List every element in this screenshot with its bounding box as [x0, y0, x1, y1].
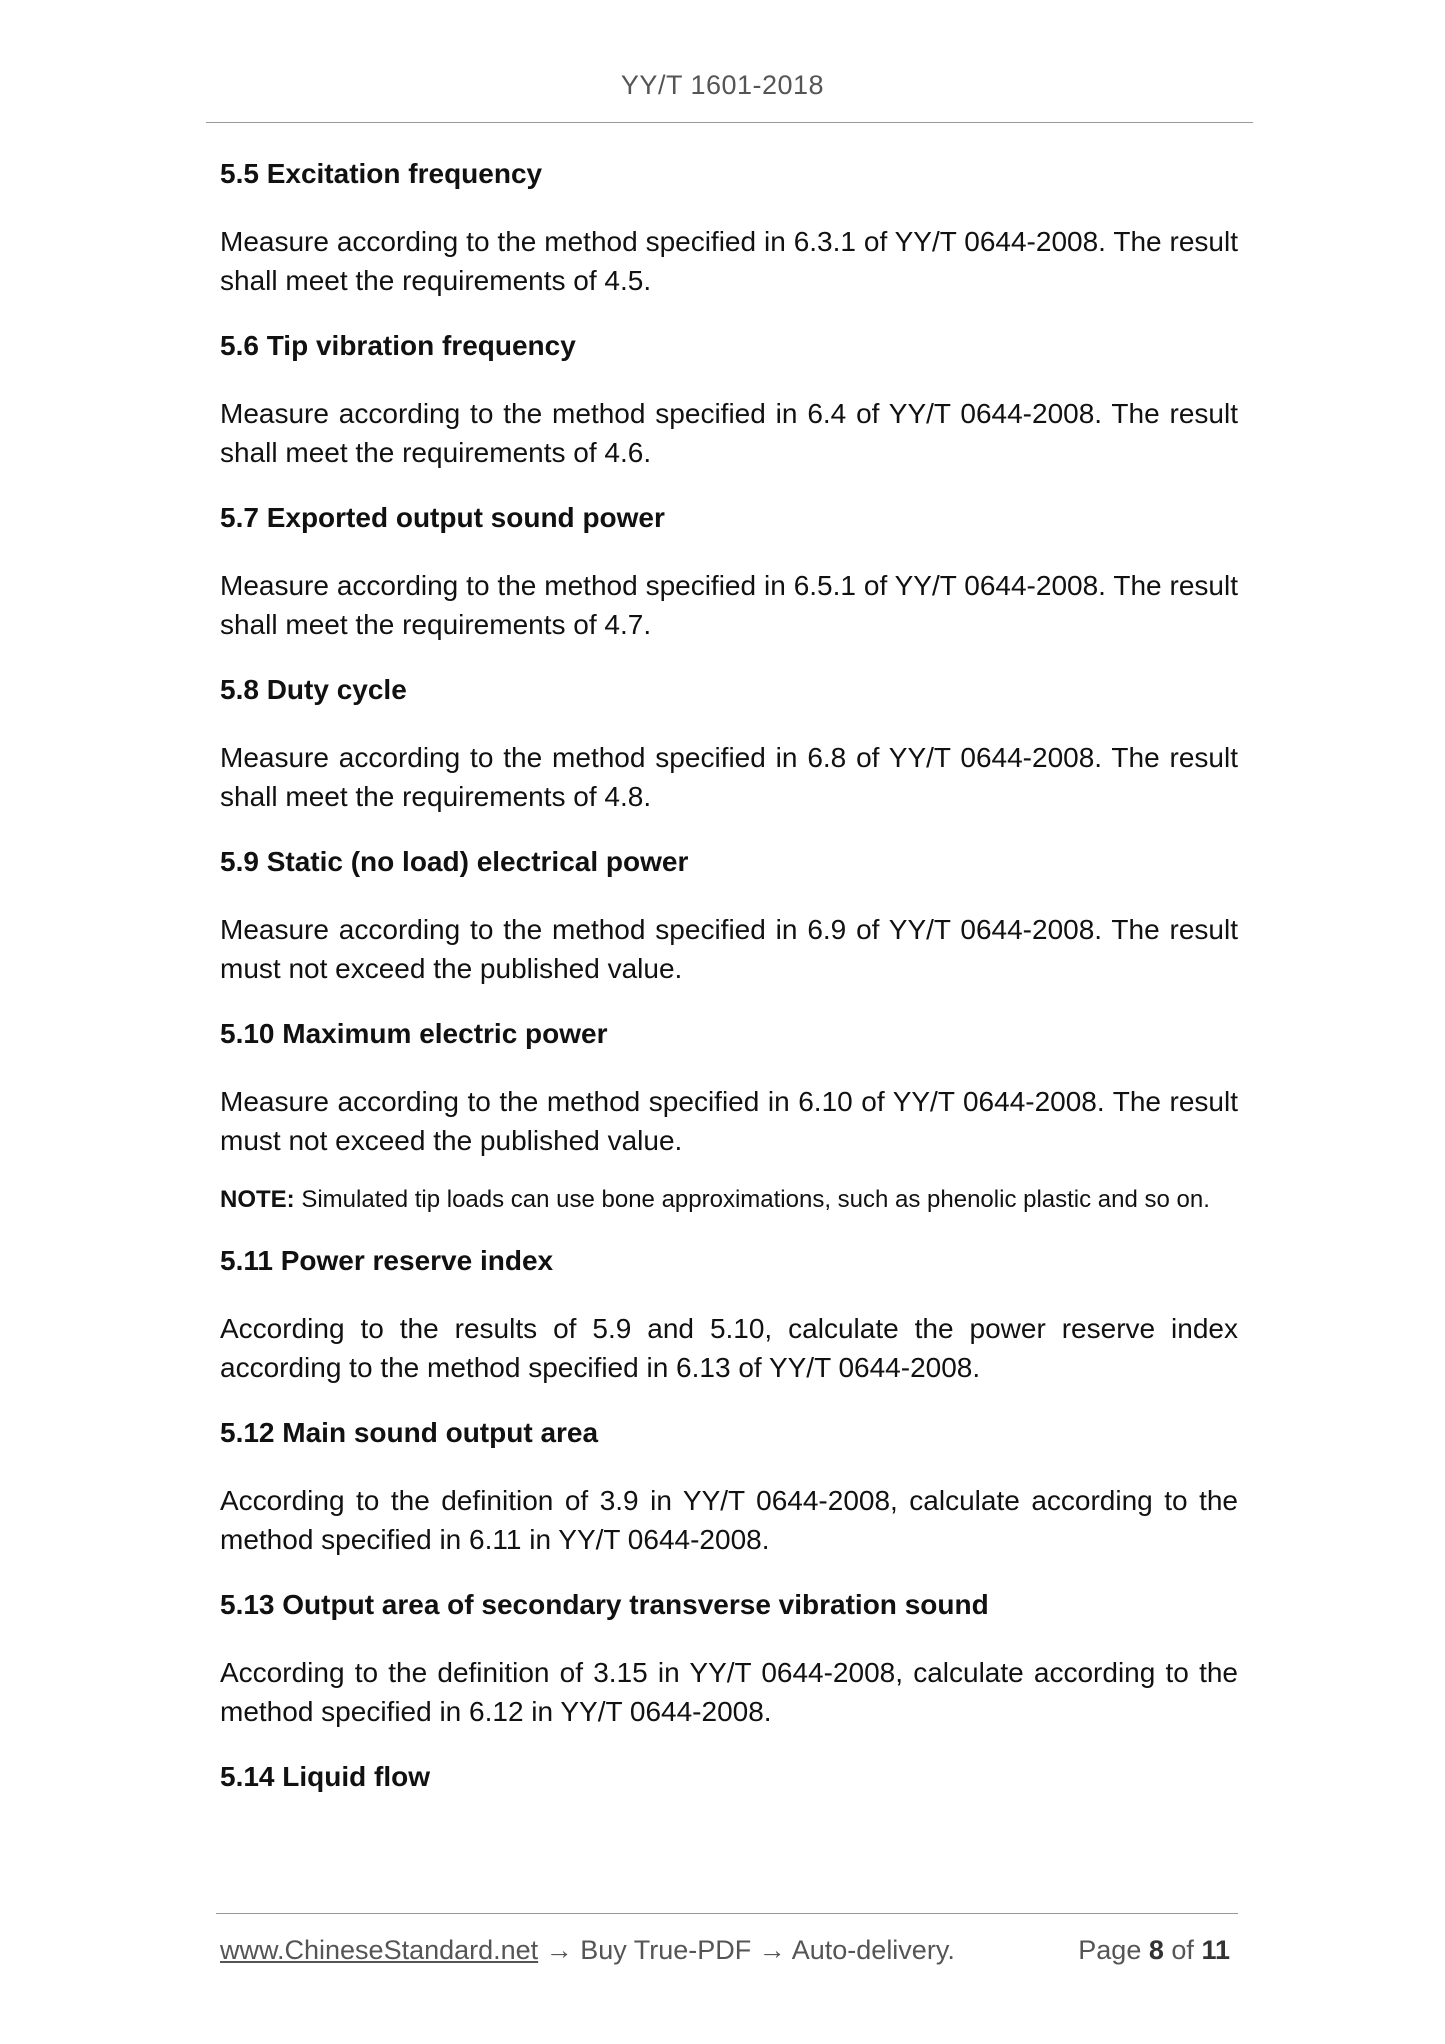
header-divider — [206, 122, 1253, 123]
section-title: 5.6 Tip vibration frequency — [220, 330, 576, 361]
section-title: 5.12 Main sound output area — [220, 1417, 599, 1448]
note-label: NOTE: — [220, 1186, 295, 1213]
page-label: Page — [1078, 1935, 1142, 1965]
footer-promo — [220, 1935, 955, 1966]
page-of-label: of — [1171, 1935, 1194, 1965]
section-title: 5.7 Exported output sound power — [220, 502, 665, 533]
page-indicator — [1078, 1935, 1230, 1966]
section-title: 5.13 Output area of secondary transverse vibration sound — [220, 1589, 989, 1620]
page-current: 8 — [1148, 1935, 1164, 1965]
section-5-14 — [220, 1757, 1238, 1797]
section-5-5 — [220, 154, 1238, 300]
website-link[interactable]: www.ChineseStandard.net — [220, 1935, 539, 1965]
section-title: 5.14 Liquid flow — [220, 1761, 431, 1792]
section-title: 5.9 Static (no load) electrical power — [220, 846, 689, 877]
section-title: 5.5 Excitation frequency — [220, 158, 543, 189]
page-total: 11 — [1201, 1935, 1230, 1965]
section-title: 5.10 Maximum electric power — [220, 1018, 608, 1049]
section-title: 5.8 Duty cycle — [220, 674, 407, 705]
section-5-8 — [220, 670, 1238, 816]
note-paragraph — [220, 1180, 1238, 1219]
section-body: According to the definition of 3.15 in YY/T 0644-2008, calculate according to the method specified in 6.12 in YY/T 0644-2008. — [220, 1657, 1238, 1727]
page-content — [220, 154, 1238, 1825]
document-header: YY/T 1601-2018 — [620, 70, 825, 100]
section-body: Measure according to the method specified in 6.9 of YY/T 0644-2008. The result must not exceed the published value. — [220, 914, 1238, 984]
section-5-9 — [220, 842, 1238, 988]
section-body: Measure according to the method specified in 6.10 of YY/T 0644-2008. The result must not exceed the published value. — [220, 1086, 1238, 1156]
section-5-7 — [220, 498, 1238, 644]
section-body: Measure according to the method specified in 6.3.1 of YY/T 0644-2008. The result shall meet the requirements of 4.5. — [220, 226, 1238, 296]
note-text: Simulated tip loads can use bone approximations, such as phenolic plastic and so on. — [294, 1186, 1210, 1213]
section-5-12 — [220, 1413, 1238, 1559]
section-body: According to the definition of 3.9 in YY/T 0644-2008, calculate according to the method specified in 6.11 in YY/T 0644-2008. — [220, 1485, 1238, 1555]
section-body: Measure according to the method specified in 6.4 of YY/T 0644-2008. The result shall meet the requirements of 4.6. — [220, 398, 1238, 468]
section-title: 5.11 Power reserve index — [220, 1245, 554, 1276]
section-body: Measure according to the method specified in 6.8 of YY/T 0644-2008. The result shall meet the requirements of 4.8. — [220, 742, 1238, 812]
section-5-13 — [220, 1585, 1238, 1731]
section-5-11 — [220, 1241, 1238, 1387]
footer-tagline: → Buy True-PDF → Auto-delivery. — [538, 1935, 955, 1965]
footer-divider — [216, 1913, 1238, 1914]
section-5-6 — [220, 326, 1238, 472]
section-5-10 — [220, 1014, 1238, 1160]
section-body: Measure according to the method specified in 6.5.1 of YY/T 0644-2008. The result shall meet the requirements of 4.7. — [220, 570, 1238, 640]
section-body: According to the results of 5.9 and 5.10, calculate the power reserve index according to the method specified in 6.13 of YY/T 0644-2008. — [220, 1313, 1238, 1383]
